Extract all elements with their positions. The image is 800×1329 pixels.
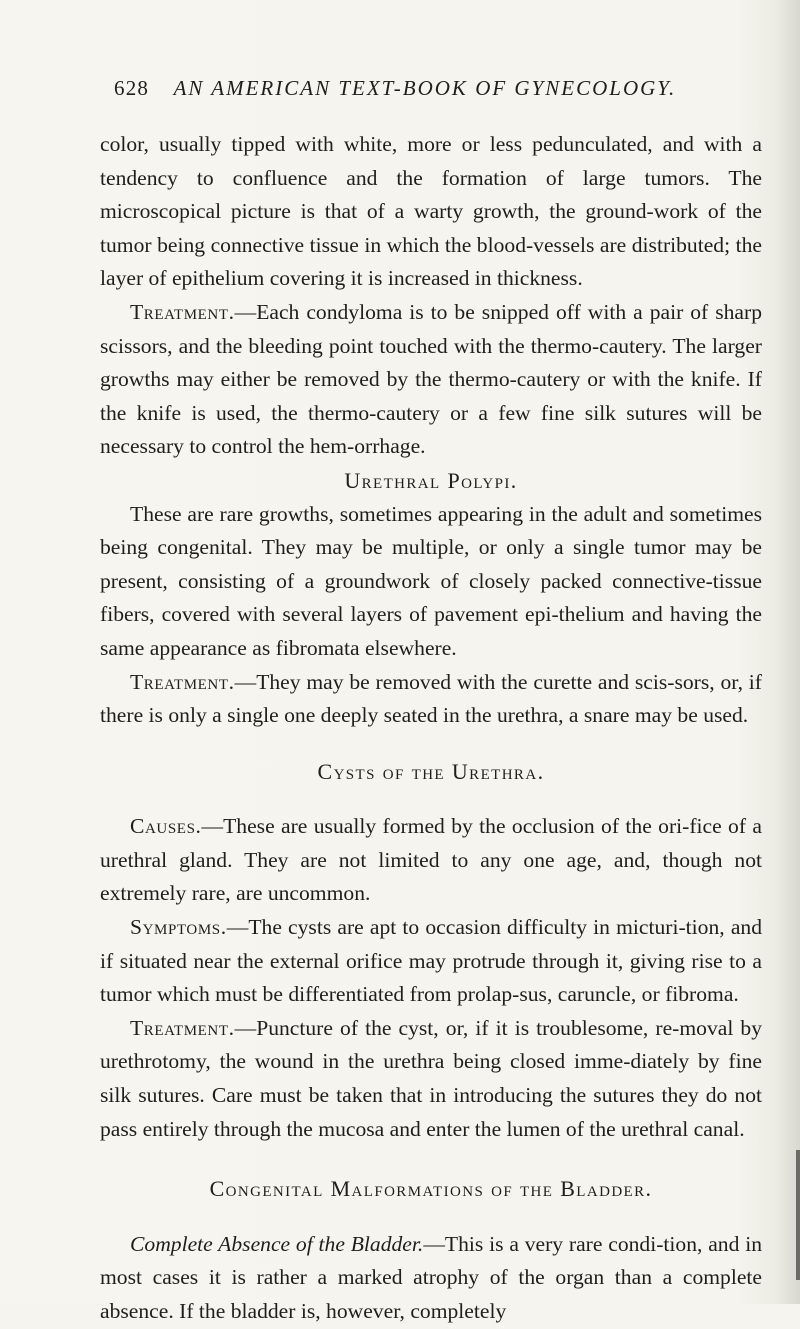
- paragraph-cysts-treatment: [100, 1012, 762, 1146]
- section-label: Treatment.: [130, 669, 235, 694]
- paragraph-cysts-causes: [100, 810, 762, 911]
- paragraph-condyloma-treatment: [100, 296, 762, 464]
- paragraph-text: —They may be removed with the curette and scis-sors, or, if there is only a single one deeply seated in the urethra, a snare may be used.: [100, 669, 762, 728]
- running-title: AN AMERICAN TEXT-BOOK OF GYNECOLOGY.: [173, 76, 677, 100]
- heading-urethral-polypi: Urethral Polypi.: [344, 467, 518, 493]
- paragraph-text: —The cysts are apt to occasion difficulty in micturi-tion, and if situated near the external orifice may protrude through it, giving rise to a tumor which must be differentiated from prolap-sus, caruncle, or fibroma.: [100, 915, 762, 1007]
- paragraph-polypi-description: These are rare growths, sometimes appearing in the adult and sometimes being congenital. They may be multiple, or only a single tumor may be present, consisting of a groundwork of closely packed connective-tissue fibers, covered with several layers of pavement epi-thelium and having the same appearance as fibromata elsewhere.: [100, 501, 762, 660]
- paragraph-cysts-symptoms: [100, 911, 762, 1012]
- paragraph-condyloma-description: color, usually tipped with white, more or less pedunculated, and with a tendency to confluence and the formation of large tumors. The microscopical picture is that of a warty growth, the ground-work of the tumor being connective tissue in which the blood-vessels are distributed; the layer of epithelium covering it is increased in thickness.: [100, 132, 762, 291]
- paragraph-text: —This is a very rare condi-tion, and in most cases it is rather a marked atrophy of the organ than a complete absence. If the bladder is, however, completely: [100, 1231, 763, 1323]
- paragraph-text: —Each condyloma is to be snipped off with a pair of sharp scissors, and the bleeding point touched with the thermo-cautery. The larger growths may either be removed by the thermo-cautery or with the knife. If the knife is used, the thermo-cautery or a few fine silk sutures will be necessary to control the hem-orrhage.: [100, 299, 762, 459]
- section-label: Treatment.: [130, 299, 235, 324]
- paragraph-text: —Puncture of the cyst, or, if it is troublesome, re-moval by urethrotomy, the wound in the urethra being closed imme-diately by fine silk sutures. Care must be taken that in introducing the sutures they do not pass entirely through the mucosa and enter the lumen of the urethral canal.: [100, 1015, 762, 1141]
- paragraph-absence-of-bladder: [100, 1228, 762, 1329]
- heading-cysts-of-urethra: Cysts of the Urethra.: [317, 758, 545, 784]
- section-label: Causes.: [130, 814, 202, 839]
- paragraph-text: —These are usually formed by the occlusion of the ori-fice of a urethral gland. They are not limited to any one age, and, though not extremely rare, are uncommon.: [100, 814, 762, 906]
- page-edge-shadow: [796, 1150, 800, 1280]
- page-body: [100, 128, 762, 1329]
- paragraph-polypi-treatment: [100, 666, 762, 733]
- page-number: 628: [114, 76, 150, 100]
- section-label-italic: Complete Absence of the Bladder.: [130, 1231, 424, 1256]
- heading-congenital-malformations: Congenital Malformations of the Bladder.: [209, 1176, 653, 1202]
- section-label: Treatment.: [130, 1015, 235, 1040]
- section-label: Symptoms.: [130, 915, 227, 940]
- running-header: [100, 76, 740, 101]
